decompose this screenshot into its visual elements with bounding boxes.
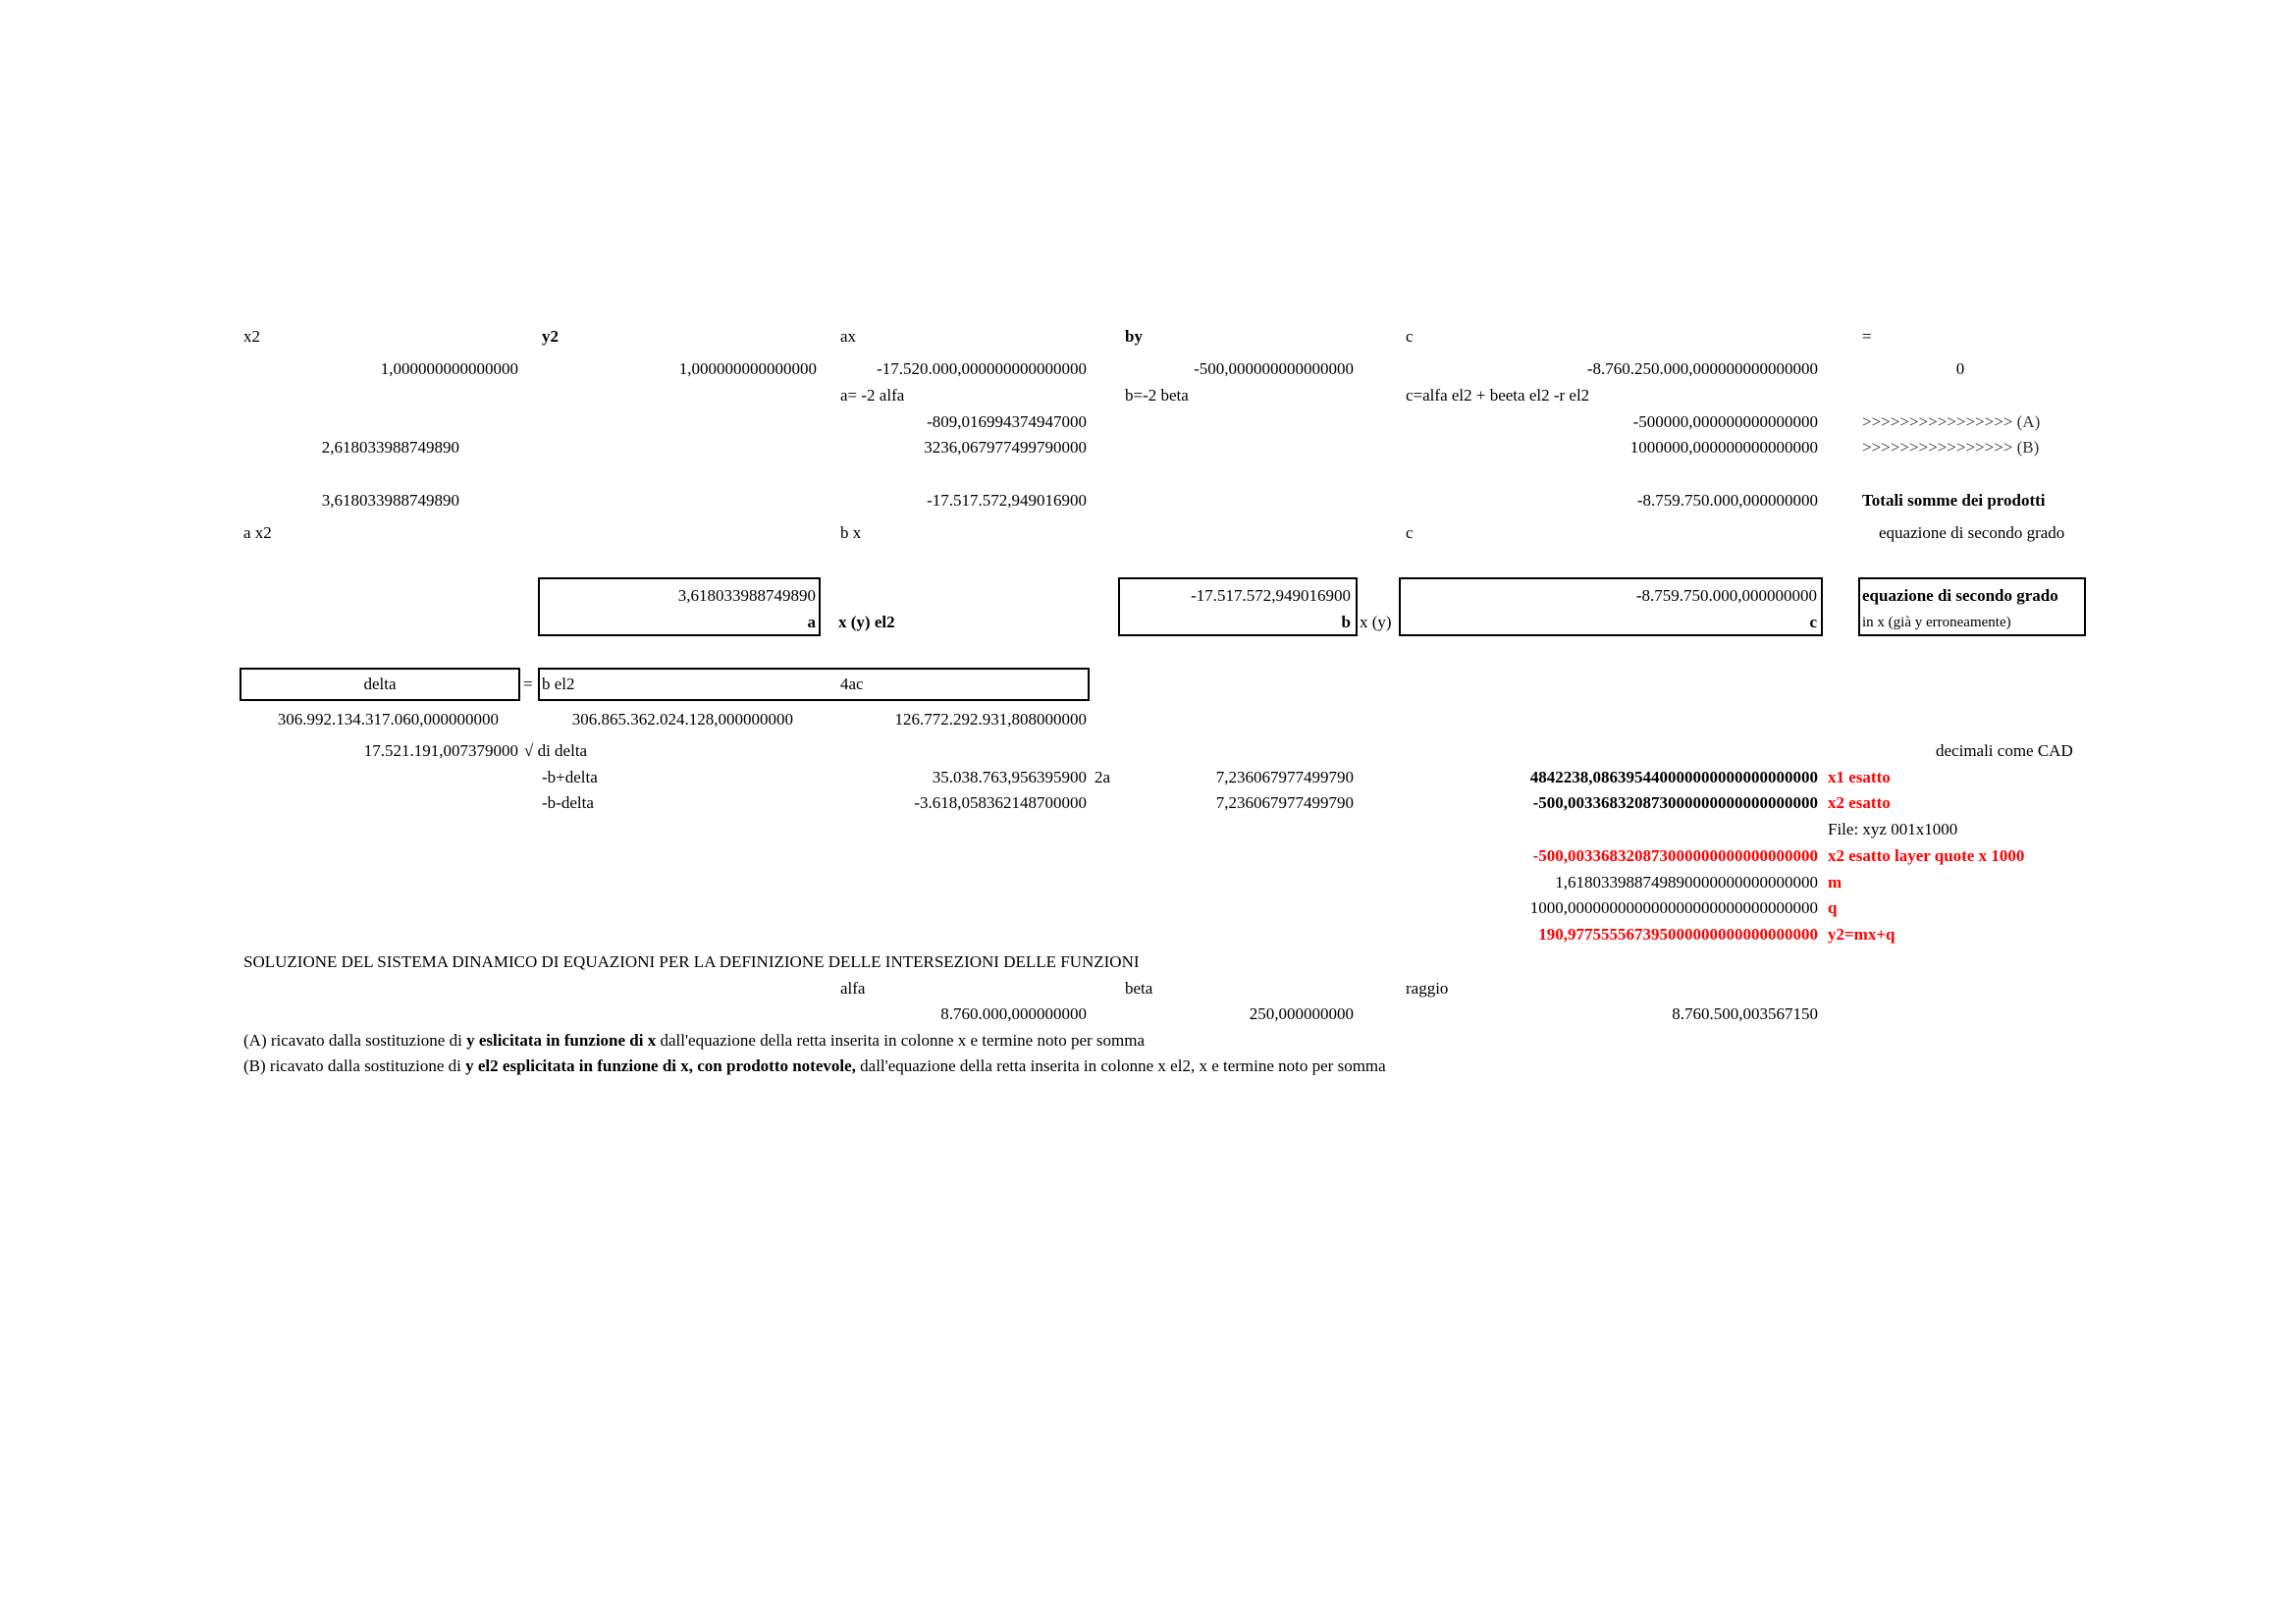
x2-label: x2 esatto — [1828, 793, 1891, 812]
minus-label: -b-delta — [542, 793, 594, 812]
y2-value: 190,977555567395000000000000000000 — [1538, 925, 1818, 944]
box-x-label: x (y) el2 — [838, 613, 895, 631]
box-equation-title: equazione di secondo grado — [1862, 586, 2058, 605]
q-label: q — [1828, 898, 1838, 917]
box-c-value: -8.759.750.000,000000000 — [1635, 586, 1817, 605]
coef-y2: 1,000000000000000 — [678, 359, 817, 378]
header-equals: = — [1862, 327, 1872, 346]
note-B-pre: (B) ricavato dalla sostituzione di — [243, 1056, 466, 1075]
system-title: SOLUZIONE DEL SISTEMA DINAMICO DI EQUAZIONI PER LA DEFINIZIONE DELLE INTERSEZIONI DELLE FUNZIONI — [243, 952, 1140, 971]
label-equation: equazione di secondo grado — [1879, 523, 2065, 542]
q-value: 1000,000000000000000000000000000000 — [1529, 898, 1818, 917]
rowB-note: >>>>>>>>>>>>>>>> (B) — [1862, 438, 2040, 457]
formula-c: c=alfa el2 + beeta el2 -r el2 — [1406, 386, 1590, 405]
header-x2: x2 — [243, 327, 260, 346]
totals-ax: -17.517.572,949016900 — [927, 491, 1087, 510]
box-b-value: -17.517.572,949016900 — [1191, 586, 1351, 605]
x2-layer-label: x2 esatto layer quote x 1000 — [1828, 846, 2025, 865]
beta-value: 250,000000000 — [1249, 1004, 1354, 1023]
delta-formula-box — [538, 668, 1090, 701]
box-a-label: a — [807, 613, 816, 631]
box-a-value: 3,618033988749890 — [677, 586, 816, 605]
box-bx-label: x (y) — [1360, 613, 1392, 631]
y2-label: y2=mx+q — [1828, 925, 1896, 944]
rowA-c: -500000,000000000000000 — [1632, 412, 1818, 431]
bel2-value: 306.865.362.024.128,000000000 — [571, 710, 793, 729]
coef-by: -500,000000000000000 — [1194, 359, 1354, 378]
header-ax: ax — [840, 327, 857, 346]
coef-ax: -17.520.000,000000000000000 — [877, 359, 1087, 378]
plus-twoa-value: 7,236067977499790 — [1215, 768, 1354, 786]
rowB-c: 1000000,000000000000000 — [1629, 438, 1818, 457]
alfa-label: alfa — [840, 979, 866, 998]
delta-label: delta — [363, 675, 397, 693]
delta-equals: = — [523, 675, 533, 693]
coef-c: -8.760.250.000,000000000000000 — [1586, 359, 1818, 378]
minus-value: -3.618,058362148700000 — [914, 793, 1087, 812]
header-by: by — [1125, 327, 1143, 346]
delta-value: 306.992.134.317.060,000000000 — [277, 710, 499, 729]
x1-value: 4842238,086395440000000000000000000 — [1529, 768, 1818, 786]
note-B-bold: y el2 esplicitata in funzione di x, con prodotto notevole, — [465, 1056, 856, 1075]
x2-value: -500,003368320873000000000000000000 — [1532, 793, 1818, 812]
x2-layer-value: -500,003368320873000000000000000000 — [1532, 846, 1818, 865]
note-A-bold: y eslicitata in funzione di x — [466, 1031, 657, 1050]
note-A-post: dall'equazione della retta inserita in colonne x e termine noto per somma — [656, 1031, 1146, 1050]
rowB-x2: 2,618033988749890 — [321, 438, 459, 457]
label-c: c — [1406, 523, 1414, 542]
rowA-ax: -809,016994374947000 — [927, 412, 1087, 431]
label-bx: b x — [840, 523, 862, 542]
totals-c: -8.759.750.000,000000000 — [1636, 491, 1818, 510]
box-b-label: b — [1341, 613, 1351, 631]
header-y2: y2 — [542, 327, 559, 346]
header-c: c — [1406, 327, 1414, 346]
file-label: File: xyz 001x1000 — [1828, 820, 1958, 839]
note-A-pre: (A) ricavato dalla sostituzione di — [243, 1031, 467, 1050]
fourac-value: 126.772.292.931,808000000 — [894, 710, 1087, 729]
plus-value: 35.038.763,956395900 — [932, 768, 1087, 786]
m-value: 1,618033988749890000000000000000 — [1555, 873, 1818, 892]
label-ax2: a x2 — [243, 523, 272, 542]
totals-x2: 3,618033988749890 — [321, 491, 459, 510]
sqrt-delta-label: √ di delta — [524, 741, 588, 760]
coef-equals: 0 — [1955, 359, 1965, 378]
x1-label: x1 esatto — [1828, 768, 1891, 786]
totals-label: Totali somme dei prodotti — [1862, 491, 2046, 510]
plus-label: -b+delta — [542, 768, 598, 786]
minus-twoa-value: 7,236067977499790 — [1215, 793, 1354, 812]
coef-x2: 1,000000000000000 — [380, 359, 518, 378]
decimals-note: decimali come CAD — [1936, 741, 2073, 760]
raggio-label: raggio — [1406, 979, 1449, 998]
rowB-ax: 3236,067977499790000 — [924, 438, 1087, 457]
delta-bel2-label: b el2 — [542, 675, 575, 693]
raggio-value: 8.760.500,003567150 — [1672, 1004, 1818, 1023]
formula-b: b=-2 beta — [1125, 386, 1189, 405]
twoa-label: 2a — [1095, 768, 1111, 786]
delta-4ac-label: 4ac — [840, 675, 864, 693]
beta-label: beta — [1125, 979, 1153, 998]
box-equation-subtitle: in x (già y erroneamente) — [1862, 615, 2011, 630]
sqrt-delta-value: 17.521.191,007379000 — [363, 741, 518, 760]
box-c-label: c — [1809, 613, 1817, 631]
note-B — [243, 1056, 1386, 1076]
note-B-post: dall'equazione della retta inserita in colonne x el2, x e termine noto per somma — [855, 1056, 1386, 1075]
note-A — [243, 1031, 1145, 1051]
alfa-value: 8.760.000,000000000 — [940, 1004, 1087, 1023]
formula-a: a= -2 alfa — [840, 386, 905, 405]
m-label: m — [1828, 873, 1842, 892]
rowA-note: >>>>>>>>>>>>>>>> (A) — [1862, 412, 2041, 431]
